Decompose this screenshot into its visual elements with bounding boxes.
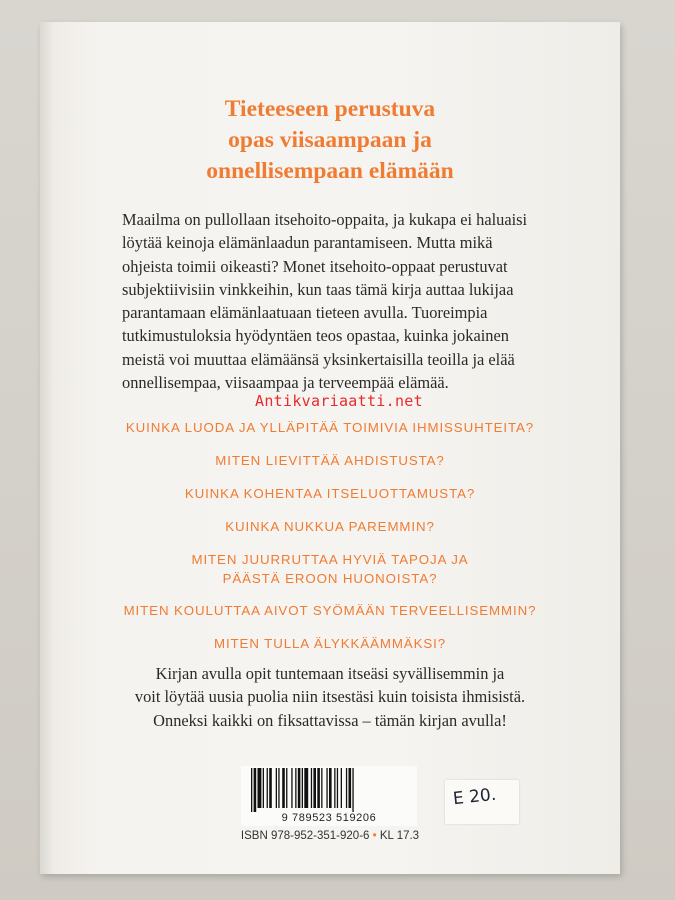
question-item: KUINKA LUODA JA YLLÄPITÄÄ TOIMIVIA IHMISSUHTEITA? — [125, 420, 535, 435]
headline-line: opas viisaampaan ja — [228, 127, 432, 153]
library-class: KL 17.3 — [379, 830, 420, 842]
separator-dot: • — [372, 830, 377, 842]
closing-line: Onneksi kaikki on fiksattavissa – tämän kirjan avulla! — [153, 710, 507, 730]
headline-line: Tieteeseen perustuva — [224, 96, 436, 122]
blurb-line: Maailma on pullollaan itsehoito-oppaita, ja kukapa ei haluaisi — [122, 210, 528, 229]
blurb-paragraph — [122, 208, 562, 394]
closing-line: Kirjan avulla opit tuntemaan itseäsi syvällisemmin ja — [155, 664, 505, 683]
closing-paragraph — [40, 662, 620, 732]
blurb-line: ohjeista toimii oikeasti? Monet itsehoito-oppaat perustuvat — [122, 256, 508, 276]
watermark-text: Antikvariaatti.net — [255, 392, 423, 410]
question-item: PÄÄSTÄ EROON HUONOISTA? — [222, 571, 438, 586]
closing-line: voit löytää uusia puolia niin itsestäsi kuin toisista ihmisistä. — [134, 687, 526, 707]
question-item: KUINKA NUKKUA PAREMMIN? — [225, 519, 435, 534]
barcode — [241, 766, 417, 826]
blurb-line: onnellisempaa, viisaampaa ja terveempää elämää. — [122, 373, 449, 393]
price-label: E 20. — [452, 784, 498, 810]
blurb-line: meistä voi muuttaa elämäänsä yksinkertaisilla teoilla ja elää — [122, 349, 515, 369]
isbn-line — [40, 830, 620, 842]
question-item: MITEN TULLA ÄLYKKÄÄMMÄKSI? — [213, 636, 447, 651]
headline-line: onnellisempaan elämään — [206, 158, 454, 184]
question-item: KUINKA KOHENTAA ITSELUOTTAMUSTA? — [184, 486, 476, 501]
question-item: MITEN JUURRUTTAA HYVIÄ TAPOJA JA — [191, 552, 469, 567]
barcode-number: 9 789523 519206 — [281, 812, 377, 824]
barcode-bars — [245, 768, 413, 812]
question-item: MITEN LIEVITTÄÄ AHDISTUSTA? — [215, 453, 445, 468]
isbn-number: ISBN 978-952-351-920-6 — [240, 830, 370, 842]
blurb-line: parantamaan elämänlaatuaan tieteen avulla. Tuoreimpia — [122, 303, 488, 323]
question-item: MITEN KOULUTTAA AIVOT SYÖMÄÄN TERVEELLISEMMIN? — [123, 603, 537, 618]
cover-headline — [40, 94, 620, 187]
blurb-line: tutkimustuloksia hyödyntäen teos opastaa, kuinka jokainen — [122, 326, 509, 346]
blurb-line: subjektiivisiin vinkkeihin, kun taas tämä kirja auttaa lukijaa — [122, 279, 514, 299]
book-back-cover — [40, 22, 620, 874]
blurb-line: löytää keinoja elämänlaadun parantamiseen. Mutta mikä — [122, 233, 493, 253]
